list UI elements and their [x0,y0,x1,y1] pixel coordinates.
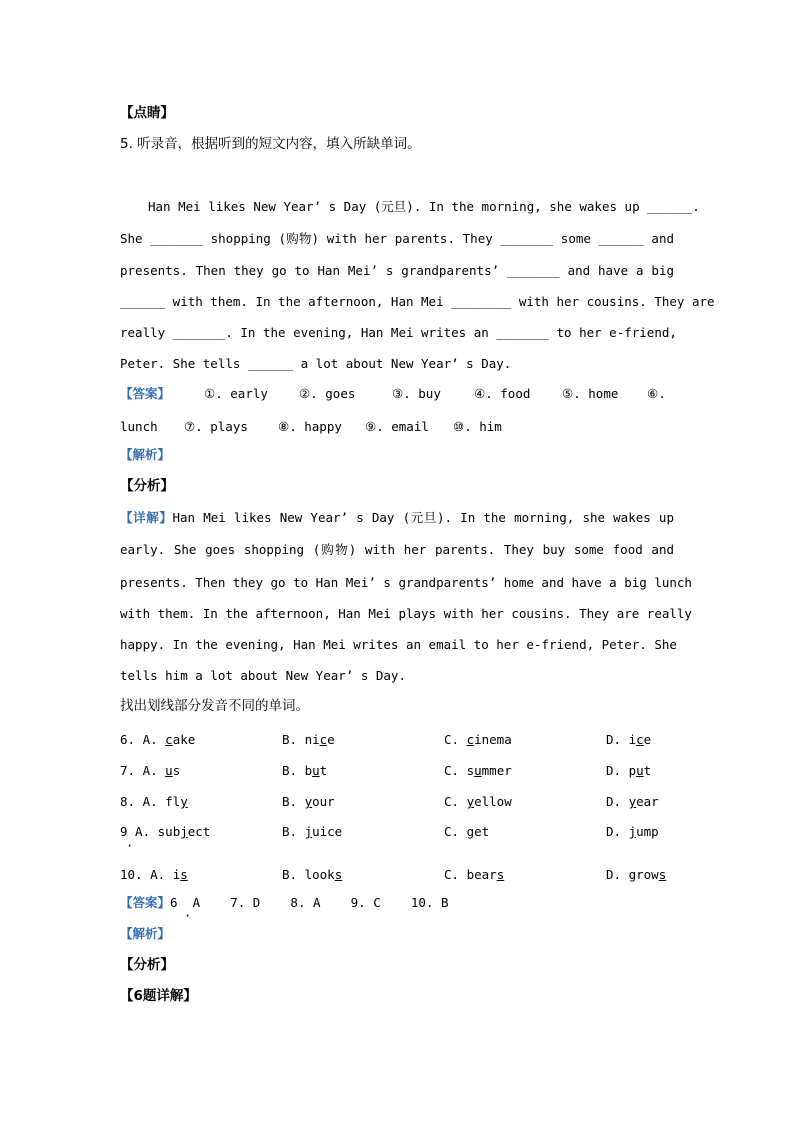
q6-number: 6. A. [120,732,166,747]
phonics-q6-row [120,731,674,749]
q5-answer-9: ⑨. email [365,419,429,434]
q8-c-underlined: y [466,794,475,809]
answer-dot-mark: · [184,909,192,923]
q9-d-underlined: j [628,824,637,839]
section-tip-label: 【点睛】 [120,105,174,121]
phonics-analysis-label: 【解析】 [120,926,171,941]
q6-d-label: D. [606,732,629,747]
q6-d-post: e [643,732,652,747]
phonics-q10-row [120,866,674,884]
q7-b-underlined: u [312,763,320,778]
q5-answer-10: ⑩. him [453,419,502,434]
q5-passage-line-4: ______ with them. In the afternoon, Han Mei ________ with her cousins. They are [120,294,715,309]
q8-d-post: ear [636,794,659,809]
phonics-answers: 6 A 7. D 8. A 9. C 10. B [170,895,449,910]
q7-c-label: C. [444,763,467,778]
q7-b-pre: b [304,763,313,778]
q5-detail-line-2: early. She goes shopping (购物) with her parents. They buy some food and [120,542,674,557]
q5-passage-line-2: She _______ shopping (购物) with her parents. They _______ some ______ and [120,231,674,246]
q5-detail-line-1 [120,509,674,527]
q7-b-post: t [319,763,328,778]
q7-c-underlined: u [474,763,482,778]
q10-a-underlined: s [180,867,188,882]
q8-number: 8. A. [120,794,166,809]
q6-a-underlined: c [165,732,173,747]
q7-a-underlined: u [165,763,173,778]
q5-detail-line-6: tells him a lot about New Year’ s Day. [120,668,406,683]
q8-a-underlined: y [180,794,188,809]
q6-d-underlined: c [636,732,644,747]
q9-c-label: C. [444,824,467,839]
q5-answer-6-num: ⑥. [647,386,666,401]
q5-answer-8: ⑧. happy [278,419,342,434]
q9-b-label: B. [282,824,305,839]
q5-answer-1: ①. early [204,386,268,401]
q8-d-label: D. [606,794,629,809]
q5-answer-4: ④. food [474,386,531,401]
q7-c-pre: s [466,763,475,778]
q6-b-underlined: c [319,732,328,747]
phonics-fenxi-label: 【分析】 [120,957,174,973]
phonics-answer-row [120,894,674,912]
q6-c-post: inema [474,732,512,747]
q5-detail-line-3: presents. Then they go to Han Mei’ s grandparents’ home and have a big lunch [120,575,692,590]
q7-a-post: s [172,763,181,778]
q5-passage-line-6: Peter. She tells ______ a lot about New Year’ s Day. [120,356,512,371]
q5-passage-line-1: Han Mei likes New Year’ s Day (元旦). In the morning, she wakes up ______. [148,199,700,214]
q5-passage-line-5: really _______. In the evening, Han Mei writes an _______ to her e-friend, [120,325,677,340]
q5-title: 5. 听录音，根据听到的短文内容，填入所缺单词。 [120,136,421,152]
q5-answer-7: ⑦. plays [184,419,248,434]
q10-b-pre: look [304,867,335,882]
q9-d-label: D. [606,824,629,839]
q5-answer-row-2 [120,418,674,436]
q9-c-post: et [474,824,490,839]
q5-detail-text-1: Han Mei likes New Year’ s Day (元旦). In the morning, she wakes up [172,510,674,525]
q10-b-label: B. [282,867,305,882]
q8-b-label: B. [282,794,305,809]
q6-b-label: B. [282,732,305,747]
q5-answer-5: ⑤. home [562,386,619,401]
q5-fenxi-label: 【分析】 [120,478,174,494]
q7-c-post: mmer [481,763,512,778]
q6-b-post: e [327,732,335,747]
q5-answer-6-word: lunch [120,419,158,434]
q5-detail-line-4: with them. In the afternoon, Han Mei plays with her cousins. They are really [120,606,692,621]
q6-c-underlined: c [466,732,475,747]
q7-d-underlined: u [636,763,644,778]
q9-a-pre: sub [157,824,181,839]
q10-d-pre: grow [628,867,659,882]
q10-b-underlined: s [334,867,343,882]
q10-d-label: D. [606,867,629,882]
q8-c-post: ellow [474,794,512,809]
q6-a-post: ake [172,732,196,747]
q7-b-label: B. [282,763,305,778]
q10-d-underlined: s [658,867,667,882]
q9-dot-mark: · [126,839,134,853]
q5-answer-row-1 [120,385,674,403]
q7-number: 7. A. [120,763,166,778]
q6-c-label: C. [444,732,467,747]
q9-d-post: ump [636,824,659,839]
q8-b-underlined: y [304,794,313,809]
q9-a-post: ect [187,824,211,839]
q9-b-underlined: j [304,824,313,839]
q9-b-post: uice [312,824,343,839]
q9-a-underlined: j [180,824,188,839]
q5-answer-3: ③. buy [392,386,441,401]
q5-passage-line-3: presents. Then they go to Han Mei’ s grandparents’ _______ and have a big [120,263,674,278]
phonics-q8-row [120,793,674,811]
q10-number: 10. A. [120,867,173,882]
phonics-instruction: 找出划线部分发音不同的单词。 [120,698,309,714]
q8-c-label: C. [444,794,467,809]
q7-d-post: t [643,763,652,778]
q7-d-pre: p [628,763,637,778]
q5-detail-label: 【详解】 [120,510,173,525]
q8-d-underlined: y [628,794,637,809]
q5-detail-line-5: happy. In the evening, Han Mei writes an email to her e-friend, Peter. She [120,637,677,652]
q6-detail-label: 【6题详解】 [120,988,197,1004]
q8-b-post: our [312,794,335,809]
q7-d-label: D. [606,763,629,778]
q5-answer-2: ②. goes [299,386,356,401]
q5-analysis-label: 【解析】 [120,447,171,462]
q5-answer-label: 【答案】 [120,386,171,401]
q9-number: 9 A. [120,824,158,839]
q10-c-underlined: s [496,867,505,882]
q10-c-pre: bear [466,867,497,882]
q10-c-label: C. [444,867,467,882]
q9-c-underlined: g [466,824,475,839]
q6-d-pre: i [628,732,637,747]
phonics-answer-label: 【答案】 [120,895,171,910]
q10-a-pre: i [172,867,181,882]
phonics-q7-row [120,762,674,780]
q8-a-pre: fl [165,794,181,809]
q6-b-pre: ni [304,732,320,747]
phonics-q9-row [120,823,674,841]
